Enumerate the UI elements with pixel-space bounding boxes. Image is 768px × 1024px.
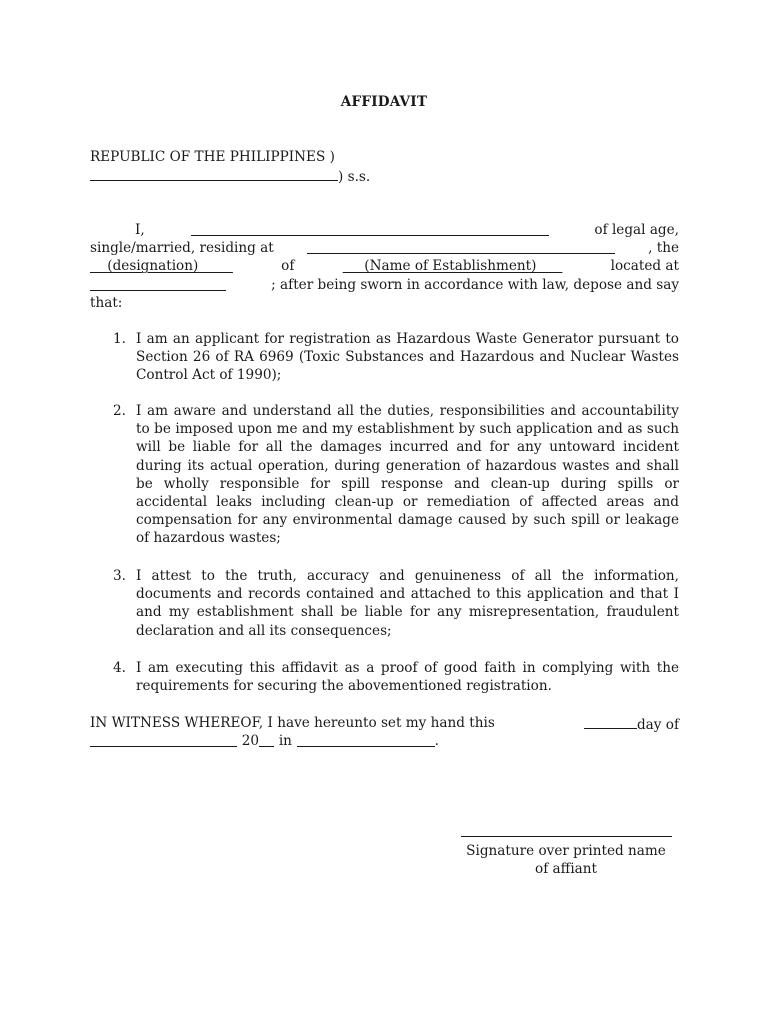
witness-year: 20: [241, 733, 260, 750]
signature-label-affiant: of affiant: [535, 861, 597, 877]
intro-after-sworn: ; after being sworn in accordance with law, depose and say: [271, 276, 679, 293]
list-item-4: [113, 659, 679, 695]
establishment-name-field[interactable]: (Name of Establishment): [364, 258, 537, 275]
intro-paragraph: [90, 221, 679, 312]
location-blank[interactable]: [90, 276, 226, 291]
numbered-statements-2: [113, 402, 679, 548]
intro-line-3: [90, 257, 679, 275]
list-item-number: 3.: [113, 568, 126, 584]
witness-line-2: [90, 732, 679, 750]
numbered-statements-3: [113, 567, 679, 640]
intro-located-at: located at: [610, 258, 679, 275]
intro-single-married: single/married, residing at: [90, 240, 274, 257]
list-item-number: 4.: [113, 660, 126, 676]
signature-line[interactable]: [461, 836, 672, 837]
intro-line-5: [90, 294, 679, 312]
venue-republic: REPUBLIC OF THE PHILIPPINES ): [90, 149, 335, 165]
venue-city-line: [90, 166, 370, 186]
designation-field[interactable]: (designation): [107, 258, 199, 275]
witness-text: IN WITNESS WHEREOF, I have hereunto set my hand this: [90, 715, 495, 731]
intro-line-2: [90, 239, 679, 257]
witness-in: in: [278, 733, 292, 750]
intro-of-legal-age: of legal age,: [594, 222, 679, 238]
list-item-number: 2.: [113, 403, 126, 419]
numbered-statements-4: [113, 659, 679, 695]
list-item-1: [113, 330, 679, 385]
intro-of: of: [281, 258, 295, 275]
list-item-3: [113, 567, 679, 640]
intro-that: that:: [90, 294, 123, 311]
residence-blank[interactable]: [307, 239, 615, 254]
intro-comma-the: , the: [648, 240, 679, 257]
witness-period: .: [434, 733, 439, 750]
list-item-text: I attest to the truth, accuracy and genuineness of all the information, documents and records contained and attached to this application and that I and my establishment shall be liable for any misrepresentation, fraudulent declaration and all its consequences;: [136, 568, 679, 639]
place-blank[interactable]: [297, 732, 435, 747]
list-item-text: I am executing this affidavit as a proof of good faith in complying with the requirements for securing the abovementioned registration.: [136, 660, 679, 695]
intro-line-1: [90, 221, 679, 239]
document-title: AFFIDAVIT: [340, 94, 428, 110]
venue-city-blank[interactable]: [90, 166, 338, 181]
witness-day-of: day of: [636, 717, 679, 733]
day-blank[interactable]: [584, 714, 637, 729]
list-item-2: [113, 402, 679, 548]
list-item-number: 1.: [113, 331, 126, 347]
intro-i: I,: [135, 222, 145, 238]
witness-line-1: [90, 714, 679, 732]
signature-label: Signature over printed name: [466, 843, 666, 859]
intro-line-4: [90, 276, 679, 294]
month-blank[interactable]: [90, 732, 237, 747]
list-item-text: I am aware and understand all the duties, responsibilities and accountability to be imposed upon me and my establishment by such application and as such will be liable for all the damages incurred and for any untoward incident during its actual operation, during generation of hazardous wastes and shall be wholly responsible for spill response and clean-up during spills or accidental leaks including clean-up or remediation of affected areas and compensation for any environmental damage caused by such spill or leakage of hazardous wastes;: [136, 403, 679, 547]
venue-ss: ) s.s.: [338, 169, 371, 185]
affiant-name-blank[interactable]: [191, 221, 549, 236]
year-blank[interactable]: [259, 732, 274, 747]
list-item-text: I am an applicant for registration as Hazardous Waste Generator pursuant to Section 26 of RA 6969 (Toxic Substances and Hazardous and Nuclear Wastes Control Act of 1990);: [136, 331, 679, 384]
numbered-statements: [113, 330, 679, 385]
witness-paragraph: [90, 714, 679, 750]
